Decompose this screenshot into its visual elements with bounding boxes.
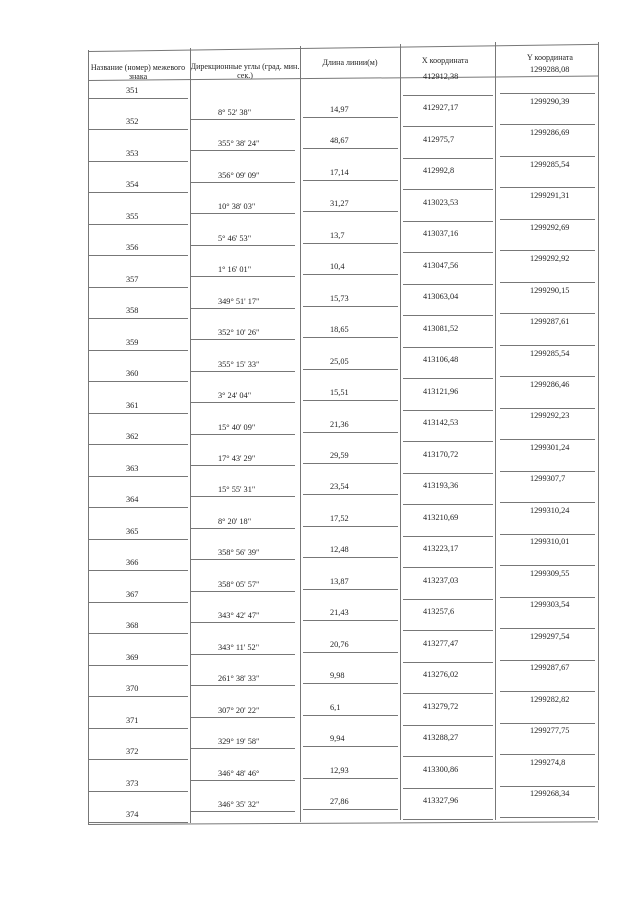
segment-angle: 5° 46' 53" bbox=[218, 233, 252, 243]
segment-length: 14,97 bbox=[330, 104, 349, 114]
row-divider bbox=[88, 696, 188, 697]
segment-length: 31,27 bbox=[330, 199, 349, 209]
segment-divider bbox=[190, 717, 295, 718]
point-name: 351 bbox=[126, 86, 139, 95]
row-divider bbox=[500, 313, 595, 314]
point-name: 366 bbox=[126, 558, 139, 568]
row-divider bbox=[500, 124, 595, 125]
row-divider bbox=[88, 413, 188, 414]
row-divider bbox=[403, 756, 493, 757]
segment-angle: 356° 09' 09" bbox=[218, 170, 260, 180]
point-x: 413277,47 bbox=[423, 638, 459, 648]
point-y: 1299282,82 bbox=[530, 694, 570, 704]
point-x: 413023,53 bbox=[423, 197, 459, 207]
segment-divider bbox=[303, 746, 398, 747]
segment-divider bbox=[303, 463, 398, 464]
row-divider bbox=[88, 224, 188, 225]
row-divider bbox=[403, 536, 493, 537]
point-x: 412975,7 bbox=[423, 134, 455, 144]
segment-divider bbox=[190, 276, 295, 277]
point-x: 413047,56 bbox=[423, 260, 459, 270]
segment-angle: 1° 16' 01" bbox=[218, 265, 252, 275]
segment-angle: 358° 56' 39" bbox=[218, 548, 260, 558]
segment-length: 18,65 bbox=[330, 325, 349, 335]
segment-divider bbox=[190, 245, 295, 246]
row-divider bbox=[403, 347, 493, 348]
point-y: 1299285,54 bbox=[530, 348, 570, 358]
point-name: 368 bbox=[126, 621, 139, 631]
row-divider bbox=[403, 284, 493, 285]
point-y: 1299285,54 bbox=[530, 159, 570, 169]
segment-length: 9,98 bbox=[330, 671, 345, 681]
point-x: 413037,16 bbox=[423, 229, 459, 239]
segment-divider bbox=[190, 339, 295, 340]
segment-angle: 358° 05' 57" bbox=[218, 579, 260, 589]
segment-angle: 15° 40' 09" bbox=[218, 422, 256, 432]
point-x: 413193,36 bbox=[423, 481, 459, 491]
row-divider bbox=[500, 93, 595, 94]
point-x: 413063,04 bbox=[423, 292, 459, 302]
segment-angle: 343° 42' 47" bbox=[218, 611, 260, 621]
segment-angle: 349° 51' 17" bbox=[218, 296, 260, 306]
row-divider bbox=[403, 158, 493, 159]
segment-length: 13,7 bbox=[330, 230, 345, 240]
row-divider bbox=[403, 693, 493, 694]
segment-divider bbox=[190, 119, 295, 120]
segment-length: 21,36 bbox=[330, 419, 349, 429]
segment-length: 25,05 bbox=[330, 356, 349, 366]
segment-length: 12,93 bbox=[330, 765, 349, 775]
row-divider bbox=[500, 156, 595, 157]
row-divider bbox=[500, 628, 595, 629]
segment-divider bbox=[303, 337, 398, 338]
point-y: 1299290,15 bbox=[530, 285, 570, 295]
row-divider bbox=[500, 786, 595, 787]
row-divider bbox=[403, 504, 493, 505]
row-divider bbox=[403, 95, 493, 96]
row-divider bbox=[403, 725, 493, 726]
segment-divider bbox=[190, 402, 295, 403]
point-y: 1299277,75 bbox=[530, 726, 570, 736]
header-y: Y координата bbox=[527, 53, 573, 62]
point-y: 1299303,54 bbox=[530, 600, 570, 610]
column-divider bbox=[495, 42, 496, 820]
point-x: 413300,86 bbox=[423, 764, 459, 774]
point-x: 413276,02 bbox=[423, 670, 459, 680]
row-divider bbox=[500, 723, 595, 724]
row-divider bbox=[500, 219, 595, 220]
row-divider bbox=[88, 161, 188, 162]
row-divider bbox=[403, 599, 493, 600]
row-divider bbox=[403, 252, 493, 253]
row-divider bbox=[88, 759, 188, 760]
row-divider bbox=[88, 287, 188, 288]
segment-divider bbox=[190, 559, 295, 560]
row-divider bbox=[403, 662, 493, 663]
segment-divider bbox=[303, 274, 398, 275]
row-divider bbox=[403, 189, 493, 190]
segment-divider bbox=[190, 622, 295, 623]
segment-angle: 329° 19' 58" bbox=[218, 737, 260, 747]
point-y: 1299274,8 bbox=[530, 757, 566, 767]
point-y: 1299287,67 bbox=[530, 663, 570, 673]
segment-angle: 10° 38' 03" bbox=[218, 202, 256, 212]
segment-angle: 307° 20' 22" bbox=[218, 705, 260, 715]
point-x: 413327,96 bbox=[423, 796, 459, 805]
row-divider bbox=[88, 728, 188, 729]
segment-divider bbox=[303, 400, 398, 401]
row-divider bbox=[500, 597, 595, 598]
segment-angle: 343° 11' 52" bbox=[218, 642, 260, 652]
segment-length: 15,51 bbox=[330, 388, 349, 398]
row-divider bbox=[500, 345, 595, 346]
segment-divider bbox=[190, 371, 295, 372]
segment-divider bbox=[303, 306, 398, 307]
segment-length: 23,54 bbox=[330, 482, 349, 492]
segment-divider bbox=[303, 148, 398, 149]
row-divider bbox=[88, 318, 188, 319]
point-x: 413106,48 bbox=[423, 355, 459, 365]
point-y: 1299307,7 bbox=[530, 474, 566, 484]
segment-divider bbox=[190, 591, 295, 592]
row-divider bbox=[500, 754, 595, 755]
segment-angle: 17° 43' 29" bbox=[218, 454, 256, 463]
header-x: X координата bbox=[421, 56, 469, 65]
segment-divider bbox=[303, 494, 398, 495]
segment-angle: 346° 48' 46° bbox=[218, 768, 260, 778]
row-divider bbox=[403, 315, 493, 316]
row-divider bbox=[88, 381, 188, 382]
segment-angle: 3° 24' 04" bbox=[218, 391, 252, 401]
point-x: 412927,17 bbox=[423, 103, 459, 113]
row-divider bbox=[88, 539, 188, 540]
point-name: 370 bbox=[126, 684, 139, 694]
segment-divider bbox=[303, 211, 398, 212]
segment-divider bbox=[303, 557, 398, 558]
segment-length: 9,94 bbox=[330, 734, 345, 744]
point-y: 1299290,39 bbox=[530, 96, 570, 106]
column-divider bbox=[400, 44, 401, 820]
point-y: 1299297,54 bbox=[530, 631, 570, 641]
row-divider bbox=[88, 255, 188, 256]
column-divider bbox=[300, 46, 301, 822]
point-y: 1299268,34 bbox=[530, 789, 570, 799]
row-divider bbox=[500, 376, 595, 377]
row-divider bbox=[500, 502, 595, 503]
point-name: 361 bbox=[126, 400, 139, 410]
point-x: 413288,27 bbox=[423, 733, 459, 743]
row-divider bbox=[88, 602, 188, 603]
point-name: 360 bbox=[126, 369, 139, 379]
row-divider bbox=[88, 350, 188, 351]
row-divider bbox=[403, 567, 493, 568]
row-divider bbox=[403, 410, 493, 411]
row-divider bbox=[500, 471, 595, 472]
segment-length: 29,59 bbox=[330, 451, 349, 460]
point-name: 355 bbox=[126, 211, 139, 221]
point-y: 1299292,92 bbox=[530, 254, 570, 264]
segment-divider bbox=[190, 685, 295, 686]
point-x: 413237,03 bbox=[423, 575, 459, 585]
table-top-border bbox=[88, 44, 598, 52]
point-x: 412992,8 bbox=[423, 166, 455, 176]
segment-divider bbox=[303, 369, 398, 370]
row-divider bbox=[500, 691, 595, 692]
point-x: 413279,72 bbox=[423, 701, 459, 711]
point-name: 372 bbox=[126, 747, 139, 757]
segment-angle: 355° 38' 24" bbox=[218, 139, 260, 149]
segment-divider bbox=[190, 780, 295, 781]
row-divider bbox=[403, 788, 493, 789]
segment-divider bbox=[190, 150, 295, 151]
segment-divider bbox=[190, 748, 295, 749]
row-divider bbox=[88, 476, 188, 477]
segment-length: 10,4 bbox=[330, 262, 345, 272]
segment-divider bbox=[190, 434, 295, 435]
row-divider bbox=[88, 98, 188, 99]
segment-divider bbox=[303, 243, 398, 244]
segment-divider bbox=[303, 620, 398, 621]
row-divider bbox=[403, 819, 493, 820]
point-name: 363 bbox=[126, 463, 139, 473]
point-name: 352 bbox=[126, 117, 139, 127]
row-divider bbox=[88, 665, 188, 666]
row-divider bbox=[500, 565, 595, 566]
row-divider bbox=[403, 630, 493, 631]
segment-angle: 355° 15' 33" bbox=[218, 359, 260, 369]
segment-divider bbox=[190, 182, 295, 183]
row-divider bbox=[403, 221, 493, 222]
point-name: 365 bbox=[126, 526, 139, 536]
point-name: 367 bbox=[126, 589, 139, 599]
segment-divider bbox=[303, 809, 398, 810]
segment-divider bbox=[190, 528, 295, 529]
row-divider bbox=[403, 473, 493, 474]
segment-length: 12,48 bbox=[330, 545, 349, 555]
segment-angle: 352° 10' 26" bbox=[218, 328, 260, 338]
segment-length: 15,73 bbox=[330, 293, 349, 303]
segment-divider bbox=[303, 683, 398, 684]
row-divider bbox=[500, 817, 595, 818]
point-y: 1299287,61 bbox=[530, 317, 570, 327]
segment-angle: 8° 52' 38" bbox=[218, 107, 252, 117]
segment-angle: 8° 20' 18" bbox=[218, 516, 252, 526]
point-x: 412912,38 bbox=[423, 72, 459, 81]
segment-divider bbox=[303, 526, 398, 527]
row-divider bbox=[88, 633, 188, 634]
point-y: 1299291,31 bbox=[530, 191, 570, 201]
row-divider bbox=[500, 250, 595, 251]
segment-angle: 261° 38' 33" bbox=[218, 674, 260, 684]
point-y: 1299292,69 bbox=[530, 222, 570, 232]
segment-divider bbox=[190, 465, 295, 466]
segment-angle: 15° 55' 31" bbox=[218, 485, 256, 495]
point-y: 1299288,08 bbox=[530, 65, 570, 75]
segment-divider bbox=[190, 496, 295, 497]
point-y: 1299310,24 bbox=[530, 505, 570, 515]
row-divider bbox=[500, 187, 595, 188]
segment-length: 48,67 bbox=[330, 136, 349, 146]
segment-divider bbox=[303, 715, 398, 716]
segment-length: 20,76 bbox=[330, 639, 349, 649]
row-divider bbox=[88, 570, 188, 571]
point-x: 413210,69 bbox=[423, 512, 459, 522]
segment-divider bbox=[190, 308, 295, 309]
point-y: 1299309,55 bbox=[530, 568, 570, 578]
column-divider bbox=[190, 48, 191, 823]
header-name: Название (номер) межевого знака bbox=[90, 63, 186, 81]
point-x: 413170,72 bbox=[423, 449, 459, 459]
point-name: 369 bbox=[126, 652, 139, 662]
point-x: 413081,52 bbox=[423, 323, 459, 333]
row-divider bbox=[403, 378, 493, 379]
point-x: 413121,96 bbox=[423, 386, 459, 396]
row-divider bbox=[500, 534, 595, 535]
segment-divider bbox=[303, 778, 398, 779]
segment-divider bbox=[303, 180, 398, 181]
segment-divider bbox=[303, 589, 398, 590]
segment-divider bbox=[303, 652, 398, 653]
segment-angle: 346° 35' 32" bbox=[218, 800, 260, 810]
point-y: 1299286,69 bbox=[530, 128, 570, 138]
point-x: 413223,17 bbox=[423, 544, 459, 554]
point-name: 362 bbox=[126, 432, 139, 442]
segment-length: 17,14 bbox=[330, 167, 349, 177]
row-divider bbox=[88, 129, 188, 130]
point-y: 1299310,01 bbox=[530, 537, 570, 547]
segment-divider bbox=[190, 811, 295, 812]
row-divider bbox=[88, 192, 188, 193]
row-divider bbox=[500, 282, 595, 283]
row-divider bbox=[500, 439, 595, 440]
point-y: 1299286,46 bbox=[530, 379, 570, 389]
point-name: 374 bbox=[126, 810, 139, 819]
segment-length: 27,86 bbox=[330, 797, 349, 807]
column-divider bbox=[88, 50, 89, 825]
point-y: 1299301,24 bbox=[530, 442, 570, 452]
point-name: 358 bbox=[126, 306, 139, 316]
row-divider bbox=[88, 444, 188, 445]
row-divider bbox=[500, 408, 595, 409]
row-divider bbox=[88, 791, 188, 792]
row-divider bbox=[403, 126, 493, 127]
point-name: 359 bbox=[126, 337, 139, 347]
header-angle: Дирекционные углы (град. мин. сек.) bbox=[190, 62, 300, 80]
point-x: 413257,6 bbox=[423, 607, 455, 617]
segment-divider bbox=[303, 117, 398, 118]
point-name: 364 bbox=[126, 495, 139, 505]
point-x: 413142,53 bbox=[423, 418, 459, 428]
point-name: 356 bbox=[126, 243, 139, 253]
row-divider bbox=[403, 441, 493, 442]
row-divider bbox=[500, 660, 595, 661]
segment-divider bbox=[303, 432, 398, 433]
point-name: 371 bbox=[126, 715, 139, 725]
segment-length: 17,52 bbox=[330, 513, 349, 523]
header-length: Длина линии(м) bbox=[322, 58, 378, 67]
segment-length: 6,1 bbox=[330, 702, 341, 712]
column-divider bbox=[598, 42, 599, 820]
segment-length: 21,43 bbox=[330, 608, 349, 618]
segment-length: 13,87 bbox=[330, 576, 349, 586]
segment-divider bbox=[190, 213, 295, 214]
row-divider bbox=[88, 507, 188, 508]
point-y: 1299292,23 bbox=[530, 411, 570, 421]
point-name: 353 bbox=[126, 148, 139, 158]
point-name: 354 bbox=[126, 180, 139, 190]
point-name: 373 bbox=[126, 778, 139, 788]
point-name: 357 bbox=[126, 274, 139, 284]
segment-divider bbox=[190, 654, 295, 655]
